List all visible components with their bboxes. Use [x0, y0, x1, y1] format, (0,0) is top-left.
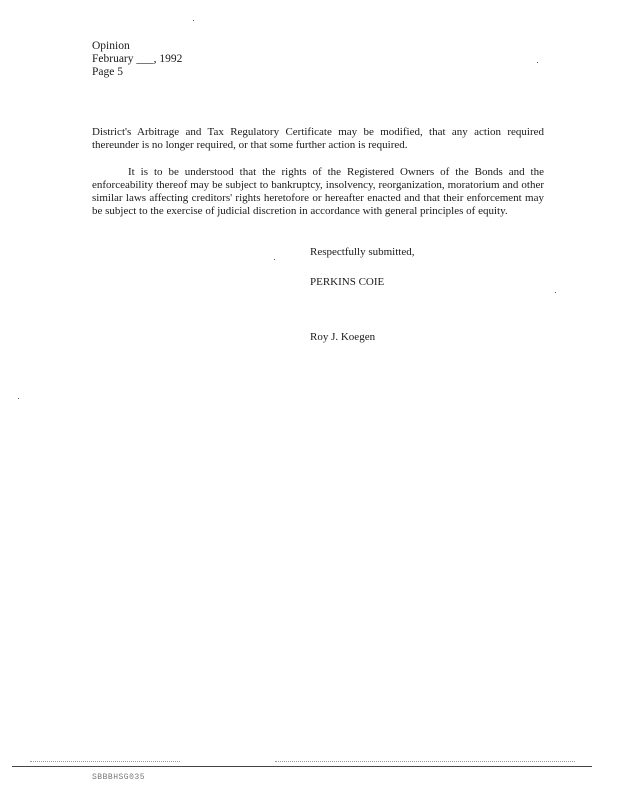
footer-scan-artifact — [275, 761, 575, 762]
scan-speck — [555, 292, 556, 293]
letter-header — [92, 40, 182, 79]
paragraph-continuation: District's Arbitrage and Tax Regulatory Certificate may be modified, that any action required thereunder is no longer required, or that some further action is required. — [92, 126, 544, 151]
header-date: February ___, 1992 — [92, 53, 183, 65]
scan-speck — [274, 259, 275, 260]
scan-speck — [537, 62, 538, 63]
closing-signatory: Roy J. Koegen — [310, 331, 376, 343]
scan-speck — [193, 20, 194, 21]
header-document-type: Opinion — [92, 40, 130, 52]
scan-speck — [18, 398, 19, 399]
footer-rule — [12, 766, 592, 767]
paragraph-enforceability: It is to be understood that the rights of the Registered Owners of the Bonds and the enforceability thereof may be subject to bankruptcy, insolvency, reorganization, moratorium and other similar laws affecting creditors' rights heretofore or hereafter enacted and that their enforcement may be subject to the exercise of judicial discretion in accordance with general principles of equity. — [92, 166, 544, 217]
footer-scan-artifact — [30, 761, 180, 762]
closing-salutation: Respectfully submitted, — [310, 246, 415, 258]
closing-firm-name: PERKINS COIE — [310, 276, 385, 288]
footer-document-code: SBBBHSG035 — [92, 773, 146, 782]
header-page-number: Page 5 — [92, 66, 123, 78]
